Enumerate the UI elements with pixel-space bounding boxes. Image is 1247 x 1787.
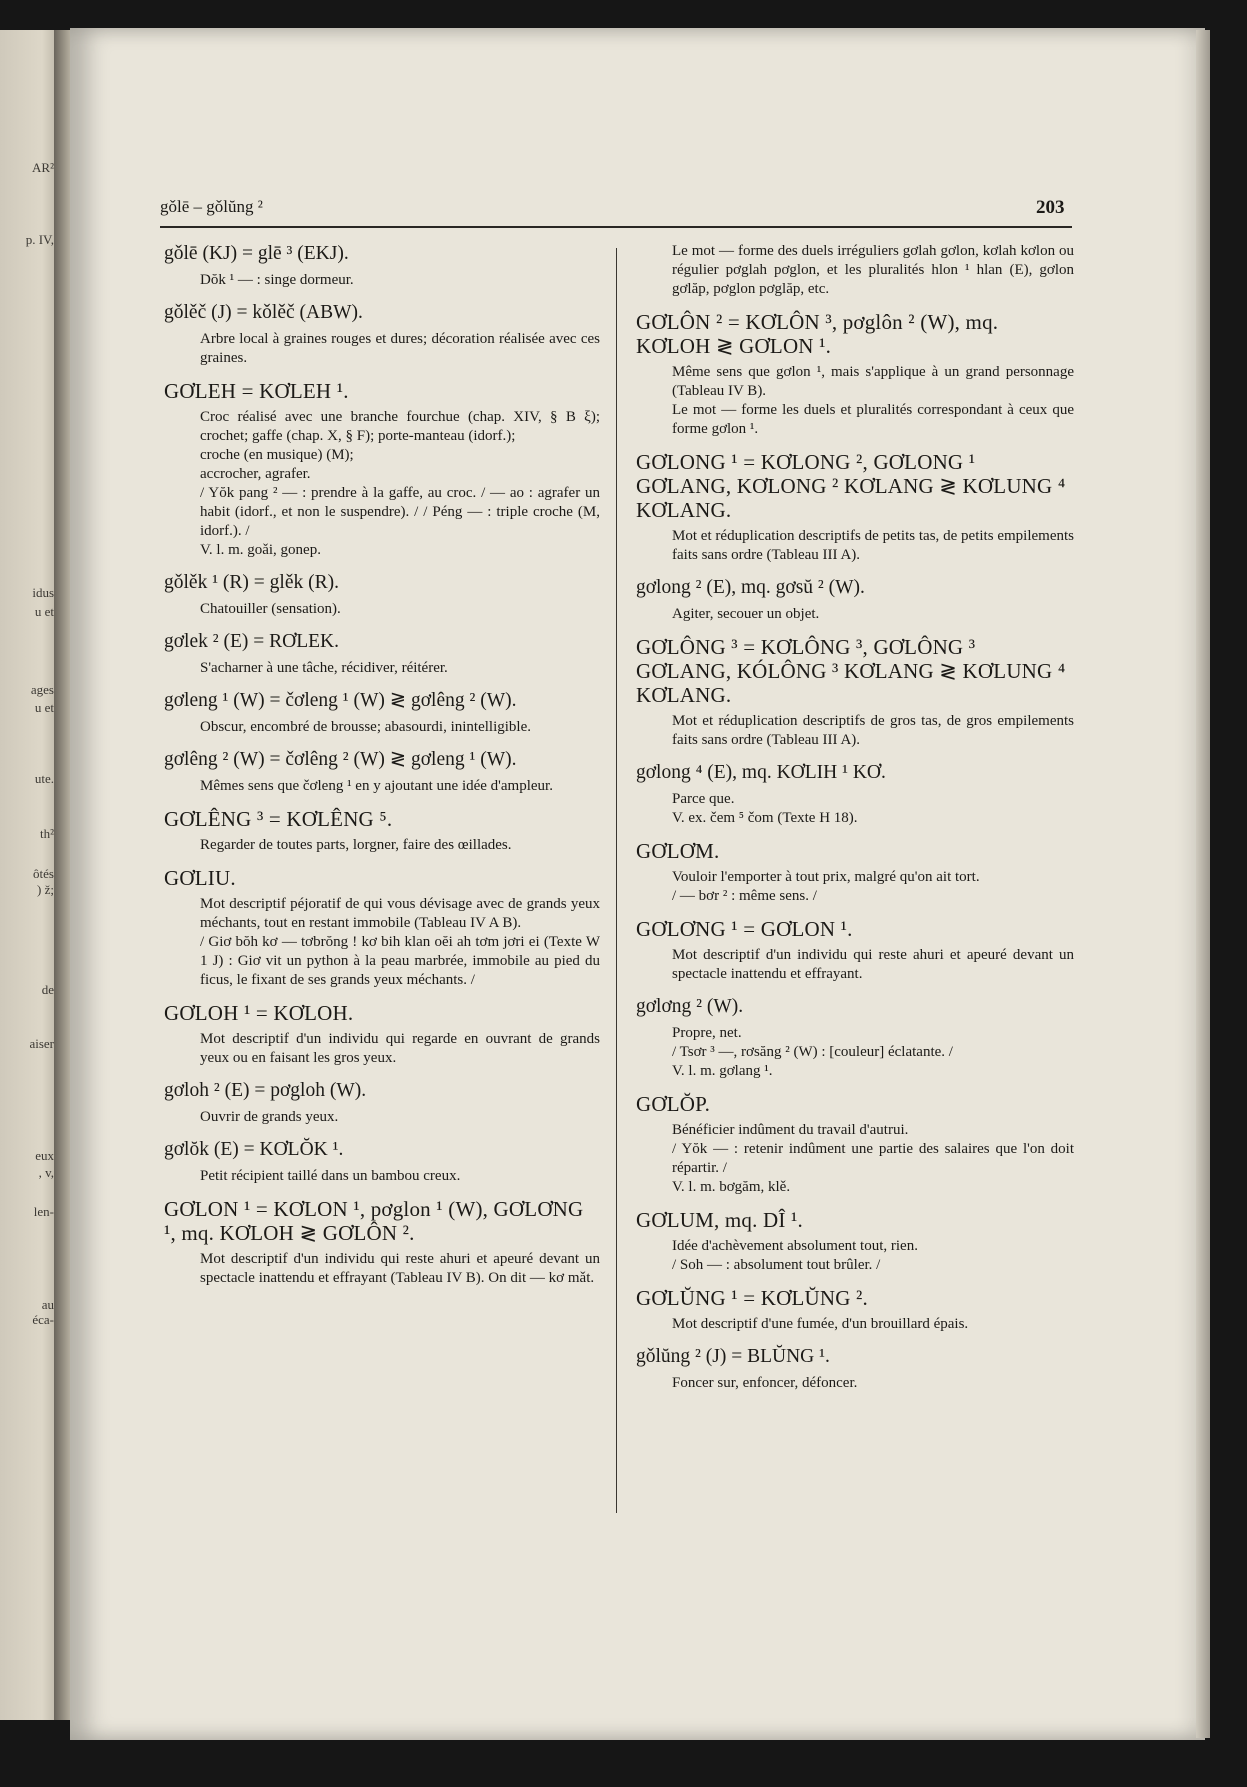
entry-headword: gơlong ² (E), mq. gơsŭ ² (W). <box>636 577 865 598</box>
entry-headword: gơloh ² (E) = pơgloh (W). <box>164 1080 367 1101</box>
definition-line: / Giơ bŏh kơ — tơbrŏng ! kơ bih klan oĕi ah tơm jơri ei (Texte W 1 J) : Giơ vit un python à la peau marbrée, immobile au pied du ficus, le fixant de ses grands yeux méchants. / <box>200 934 600 988</box>
definition-line: Mot et réduplication descriptifs de gros tas, de gros empilements faits sans ordre (Tableau III A). <box>672 713 1074 748</box>
dictionary-entry <box>636 242 1074 299</box>
dictionary-entry <box>164 1138 600 1186</box>
facing-page-fragment: au <box>41 1297 54 1312</box>
definition-line: Mot descriptif d'un individu qui reste ahuri et apeuré devant un spectacle inattendu et effrayant (Tableau IV B). On dit — kơ mǎt. <box>200 1251 600 1286</box>
entry-definition <box>672 1315 1074 1334</box>
page-edge <box>1196 30 1210 1738</box>
entry-definition <box>200 1167 600 1186</box>
definition-line: Mot descriptif d'un individu qui reste ahuri et apeuré devant un spectacle inattendu et effrayant. <box>672 947 1074 982</box>
dictionary-entry <box>636 917 1074 984</box>
dictionary-entry <box>164 571 600 619</box>
entry-headword: GƠLÔN ² = KƠLÔN ³, pơglôn ² (W), mq. KƠLOH ≷ GƠLON ¹. <box>636 310 999 358</box>
entry-definition <box>672 868 1074 906</box>
dictionary-entry <box>164 379 600 560</box>
facing-page-fragment: ute. <box>34 771 54 786</box>
entry-headword: GƠLÊNG ³ = KƠLÊNG ⁵. <box>164 807 393 831</box>
entry-definition <box>200 408 600 560</box>
facing-page-fragment: ôtés <box>33 866 54 881</box>
definition-line: Bénéficier indûment du travail d'autrui. <box>672 1122 909 1138</box>
definition-line: Foncer sur, enfoncer, défoncer. <box>672 1375 858 1391</box>
definition-line: Petit récipient taillé dans un bambou creux. <box>200 1168 461 1184</box>
facing-page-fragment: idus <box>32 585 54 600</box>
dictionary-entry <box>164 630 600 678</box>
dictionary-entry <box>636 839 1074 906</box>
definition-line: / Soh — : absolument tout brûler. / <box>672 1257 881 1273</box>
definition-line: Parce que. <box>672 791 735 807</box>
definition-line: Mot descriptif d'un individu qui regarde en ouvrant de grands yeux ou en faisant les gros yeux. <box>200 1031 600 1066</box>
entry-definition <box>672 790 1074 828</box>
dictionary-entry <box>636 761 1074 828</box>
entry-definition <box>200 1250 600 1288</box>
entry-definition <box>200 1108 600 1127</box>
page-number: 203 <box>1036 197 1065 218</box>
column-divider <box>616 248 617 1513</box>
entry-definition <box>200 718 600 737</box>
entry-definition <box>672 1237 1074 1275</box>
dictionary-entry <box>636 1092 1074 1197</box>
definition-line: / — bơr ² : même sens. / <box>672 888 817 904</box>
running-head: gǒlē – gǒlŭng ² <box>160 197 263 216</box>
entry-headword: gǒlē (KJ) = glē ³ (EKJ). <box>164 243 349 264</box>
right-column <box>636 242 1074 1404</box>
facing-page-fragment: eux <box>35 1148 54 1163</box>
entry-definition <box>672 363 1074 439</box>
entry-headword: gơlŏk (E) = KƠLŎK ¹. <box>164 1139 344 1160</box>
entry-headword: GƠLON ¹ = KƠLON ¹, pơglon ¹ (W), GƠLƠNG ¹, mq. KƠLOH ≷ GƠLÔN ². <box>164 1197 584 1245</box>
entry-headword: gǒlěk ¹ (R) = glěk (R). <box>164 572 339 593</box>
definition-line: Ouvrir de grands yeux. <box>200 1109 339 1125</box>
entry-definition <box>200 600 600 619</box>
definition-line: Regarder de toutes parts, lorgner, faire des œillades. <box>200 837 512 853</box>
dictionary-entry <box>636 576 1074 624</box>
definition-line: Idée d'achèvement absolument tout, rien. <box>672 1238 918 1254</box>
entry-headword: GƠLONG ¹ = KƠLONG ², GƠLONG ¹ GƠLANG, KƠLONG ² KƠLANG ≷ KƠLUNG ⁴ KƠLANG. <box>636 450 1066 522</box>
definition-line: Arbre local à graines rouges et dures; décoration réalisée avec ces graines. <box>200 331 600 366</box>
dictionary-entry <box>164 689 600 737</box>
definition-line: Agiter, secouer un objet. <box>672 606 820 622</box>
definition-line: croche (en musique) (M); <box>200 447 354 463</box>
definition-line: Vouloir l'emporter à tout prix, malgré qu'on ait tort. <box>672 869 980 885</box>
facing-page-fragment: th² <box>39 826 54 841</box>
entry-headword: GƠLŎP. <box>636 1092 711 1116</box>
definition-line: Mot et réduplication descriptifs de petits tas, de petits empilements faits sans ordre (Tableau III A). <box>672 528 1074 563</box>
definition-line: Propre, net. <box>672 1025 742 1041</box>
entry-definition <box>672 1374 1074 1393</box>
entry-headword: GƠLEH = KƠLEH ¹. <box>164 379 349 403</box>
entry-headword: gơleng ¹ (W) = čơleng ¹ (W) ≷ gơlêng ² (W). <box>164 690 517 711</box>
definition-line: V. l. m. bơgăm, klě. <box>672 1179 791 1195</box>
dictionary-entry <box>164 1079 600 1127</box>
facing-page-fragment: éca- <box>32 1312 54 1327</box>
entry-definition <box>672 946 1074 984</box>
definition-line: Dŏk ¹ — : singe dormeur. <box>200 272 354 288</box>
entry-definition <box>672 712 1074 750</box>
entry-definition <box>200 330 600 368</box>
entry-headword: GƠLIU. <box>164 866 236 890</box>
facing-page-fragment: aiser <box>29 1036 54 1051</box>
dictionary-entry <box>636 1208 1074 1275</box>
entry-headword: GƠLƠM. <box>636 839 720 863</box>
entry-headword: GƠLUM, mq. DÎ ¹. <box>636 1208 803 1232</box>
entry-definition <box>672 1024 1074 1081</box>
definition-line: Croc réalisé avec une branche fourchue (chap. XIV, § B ξ); crochet; gaffe (chap. X, § F); porte-manteau (idorf.); <box>200 409 600 444</box>
entry-definition <box>200 777 600 796</box>
entry-headword: GƠLOH ¹ = KƠLOH. <box>164 1001 354 1025</box>
definition-line: Le mot — forme les duels et pluralités correspondant à ceux que forme gơlon ¹. <box>672 402 1074 437</box>
dictionary-entry <box>636 635 1074 750</box>
definition-line: Le mot — forme des duels irréguliers gơlah gơlon, kơlah kơlon ou régulier pơglah pơglon, et les pluralités hlon ¹ hlan (E), gơlon gơlăp, pơglon pơglăp, etc. <box>672 243 1074 297</box>
definition-line: / Tsơr ³ —, rơsăng ² (W) : [couleur] éclatante. / <box>672 1044 953 1060</box>
entry-definition <box>200 895 600 990</box>
entry-definition <box>672 605 1074 624</box>
definition-line: accrocher, agrafer. <box>200 466 311 482</box>
definition-line: V. ex. čem ⁵ čom (Texte H 18). <box>672 810 858 826</box>
definition-line: Chatouiller (sensation). <box>200 601 341 617</box>
dictionary-entry <box>164 301 600 368</box>
dictionary-entry <box>636 450 1074 565</box>
dictionary-entry <box>636 1286 1074 1334</box>
dictionary-entry <box>164 866 600 990</box>
facing-page-fragment: ages <box>30 682 54 697</box>
entry-headword: gơlêng ² (W) = čơlêng ² (W) ≷ gơleng ¹ (W). <box>164 749 517 770</box>
entry-headword: gơlong ⁴ (E), mq. KƠLIH ¹ KƠ. <box>636 762 886 783</box>
facing-page-fragment: , v, <box>38 1165 54 1180</box>
entry-headword: gǒlŭng ² (J) = BLŬNG ¹. <box>636 1346 830 1367</box>
definition-line: V. l. m. goǎi, gonep. <box>200 542 321 558</box>
entry-definition <box>672 527 1074 565</box>
facing-page-fragment: len- <box>33 1204 54 1219</box>
facing-page-fragment: AR² <box>32 160 54 175</box>
definition-line: Mot descriptif péjoratif de qui vous dévisage avec de grands yeux méchants, tout en restant immobile (Tableau IV A B). <box>200 896 600 931</box>
dictionary-entry <box>636 310 1074 439</box>
facing-page-fragment: de <box>41 982 54 997</box>
entry-definition <box>200 1030 600 1068</box>
definition-line: V. l. m. gơlang ¹. <box>672 1063 773 1079</box>
header-rule <box>160 226 1072 228</box>
entry-definition <box>672 1121 1074 1197</box>
entry-definition <box>672 242 1074 299</box>
dictionary-entry <box>636 995 1074 1081</box>
left-column <box>164 242 600 1299</box>
dictionary-entry <box>164 1197 600 1288</box>
definition-line: Mêmes sens que čơleng ¹ en y ajoutant une idée d'ampleur. <box>200 778 553 794</box>
definition-line: Mot descriptif d'une fumée, d'un brouillard épais. <box>672 1316 969 1332</box>
dictionary-entry <box>164 807 600 855</box>
entry-definition <box>200 659 600 678</box>
facing-page-fragment: p. IV, <box>25 232 54 247</box>
entry-headword: gơlơng ² (W). <box>636 996 744 1017</box>
definition-line: Obscur, encombré de brousse; abasourdi, inintelligible. <box>200 719 531 735</box>
definition-line: / Yŏk pang ² — : prendre à la gaffe, au croc. / — ao : agrafer un habit (idorf., et non le suspendre). / / Péng — : triple croche (M, idorf.). / <box>200 485 600 539</box>
definition-line: S'acharner à une tâche, récidiver, réitérer. <box>200 660 448 676</box>
facing-page-fragment: u et <box>34 700 54 715</box>
dictionary-entry <box>164 748 600 796</box>
entry-headword: GƠLƠNG ¹ = GƠLON ¹. <box>636 917 853 941</box>
facing-page-strip <box>0 30 60 1720</box>
dictionary-entry <box>636 1345 1074 1393</box>
dictionary-entry <box>164 1001 600 1068</box>
dictionary-entry <box>164 242 600 290</box>
facing-page-fragment: ) ž; <box>37 882 54 897</box>
entry-headword: GƠLÔNG ³ = KƠLÔNG ³, GƠLÔNG ³ GƠLANG, KÓLÔNG ³ KƠLANG ≷ KƠLUNG ⁴ KƠLANG. <box>636 635 1066 707</box>
entry-definition <box>200 836 600 855</box>
facing-page-fragment: u et <box>34 604 54 619</box>
entry-headword: GƠLŬNG ¹ = KƠLŬNG ². <box>636 1286 868 1310</box>
entry-definition <box>200 271 600 290</box>
definition-line: / Yŏk — : retenir indûment une partie des salaires que l'on doit répartir. / <box>672 1141 1074 1176</box>
entry-headword: gơlek ² (E) = RƠLEK. <box>164 631 339 652</box>
entry-headword: gǒlěč (J) = kǒlěč (ABW). <box>164 302 363 323</box>
definition-line: Même sens que gơlon ¹, mais s'applique à un grand personnage (Tableau IV B). <box>672 364 1074 399</box>
